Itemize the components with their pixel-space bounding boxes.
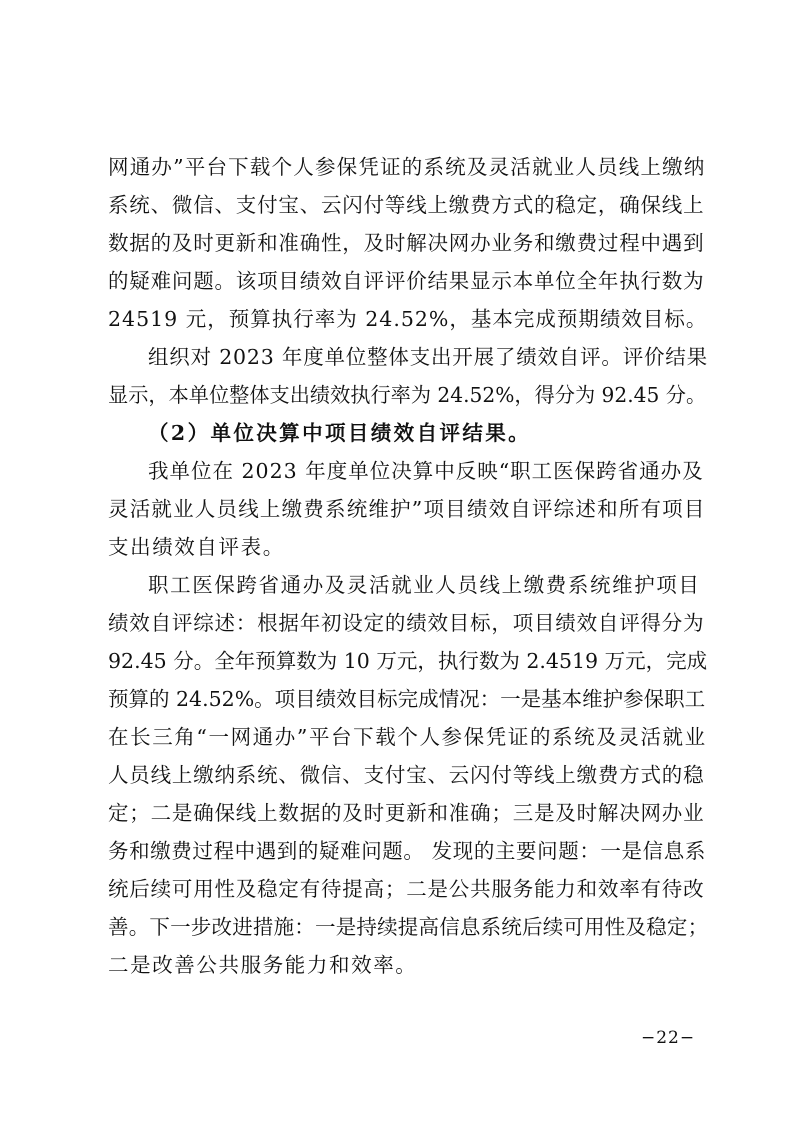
body-text-line: 92.45 分。全年预算数为 10 万元，执行数为 2.4519 万元，完成 xyxy=(108,649,708,673)
body-text-line: 统后续可用性及稳定有待提高；二是公共服务能力和效率有待改 xyxy=(108,877,705,901)
body-text-line: 预算的 24.52%。项目绩效目标完成情况：一是基本维护参保职工 xyxy=(108,687,706,711)
body-text-line: 人员线上缴纳系统、微信、支付宝、云闪付等线上缴费方式的稳 xyxy=(108,763,705,787)
body-text-line: 务和缴费过程中遇到的疑难问题。 发现的主要问题：一是信息系 xyxy=(108,839,706,863)
paragraph-first-line: 职工医保跨省通办及灵活就业人员线上缴费系统维护项目 xyxy=(148,573,701,597)
body-text-line: 显示，本单位整体支出绩效执行率为 24.52%，得分为 92.45 分。 xyxy=(108,383,707,407)
body-text-line: 数据的及时更新和准确性，及时解决网办业务和缴费过程中遇到 xyxy=(108,231,705,255)
paragraph-first-line: 我单位在 2023 年度单位决算中反映“职工医保跨省通办及 xyxy=(148,459,704,483)
body-text-line: 系统、微信、支付宝、云闪付等线上缴费方式的稳定，确保线上 xyxy=(108,193,705,217)
body-text-line: 在长三角“一网通办”平台下载个人参保凭证的系统及灵活就业 xyxy=(108,725,707,749)
body-text-line: 灵活就业人员线上缴费系统维护”项目绩效自评综述和所有项目 xyxy=(108,497,706,521)
body-text-line: 支出绩效自评表。 xyxy=(108,535,285,559)
body-text-line: 24519 元，预算执行率为 24.52%，基本完成预期绩效目标。 xyxy=(108,307,708,331)
body-text-line: 网通办”平台下载个人参保凭证的系统及灵活就业人员线上缴纳 xyxy=(108,155,706,179)
body-text-line: 的疑难问题。该项目绩效自评评价结果显示本单位全年执行数为 xyxy=(108,269,705,293)
page-number: −22− xyxy=(641,1028,696,1048)
paragraph-first-line: 组织对 2023 年度单位整体支出开展了绩效自评。评价结果 xyxy=(148,345,708,369)
body-text-line: 善。下一步改进措施：一是持续提高信息系统后续可用性及稳定； xyxy=(108,915,709,939)
body-text-line: 二是改善公共服务能力和效率。 xyxy=(108,953,418,977)
body-text-line: 定；二是确保线上数据的及时更新和准确；三是及时解决网办业 xyxy=(108,801,705,825)
section-heading: （2）单位决算中项目绩效自评结果。 xyxy=(148,421,532,445)
body-text-line: 绩效自评综述：根据年初设定的绩效目标，项目绩效自评得分为 xyxy=(108,611,705,635)
